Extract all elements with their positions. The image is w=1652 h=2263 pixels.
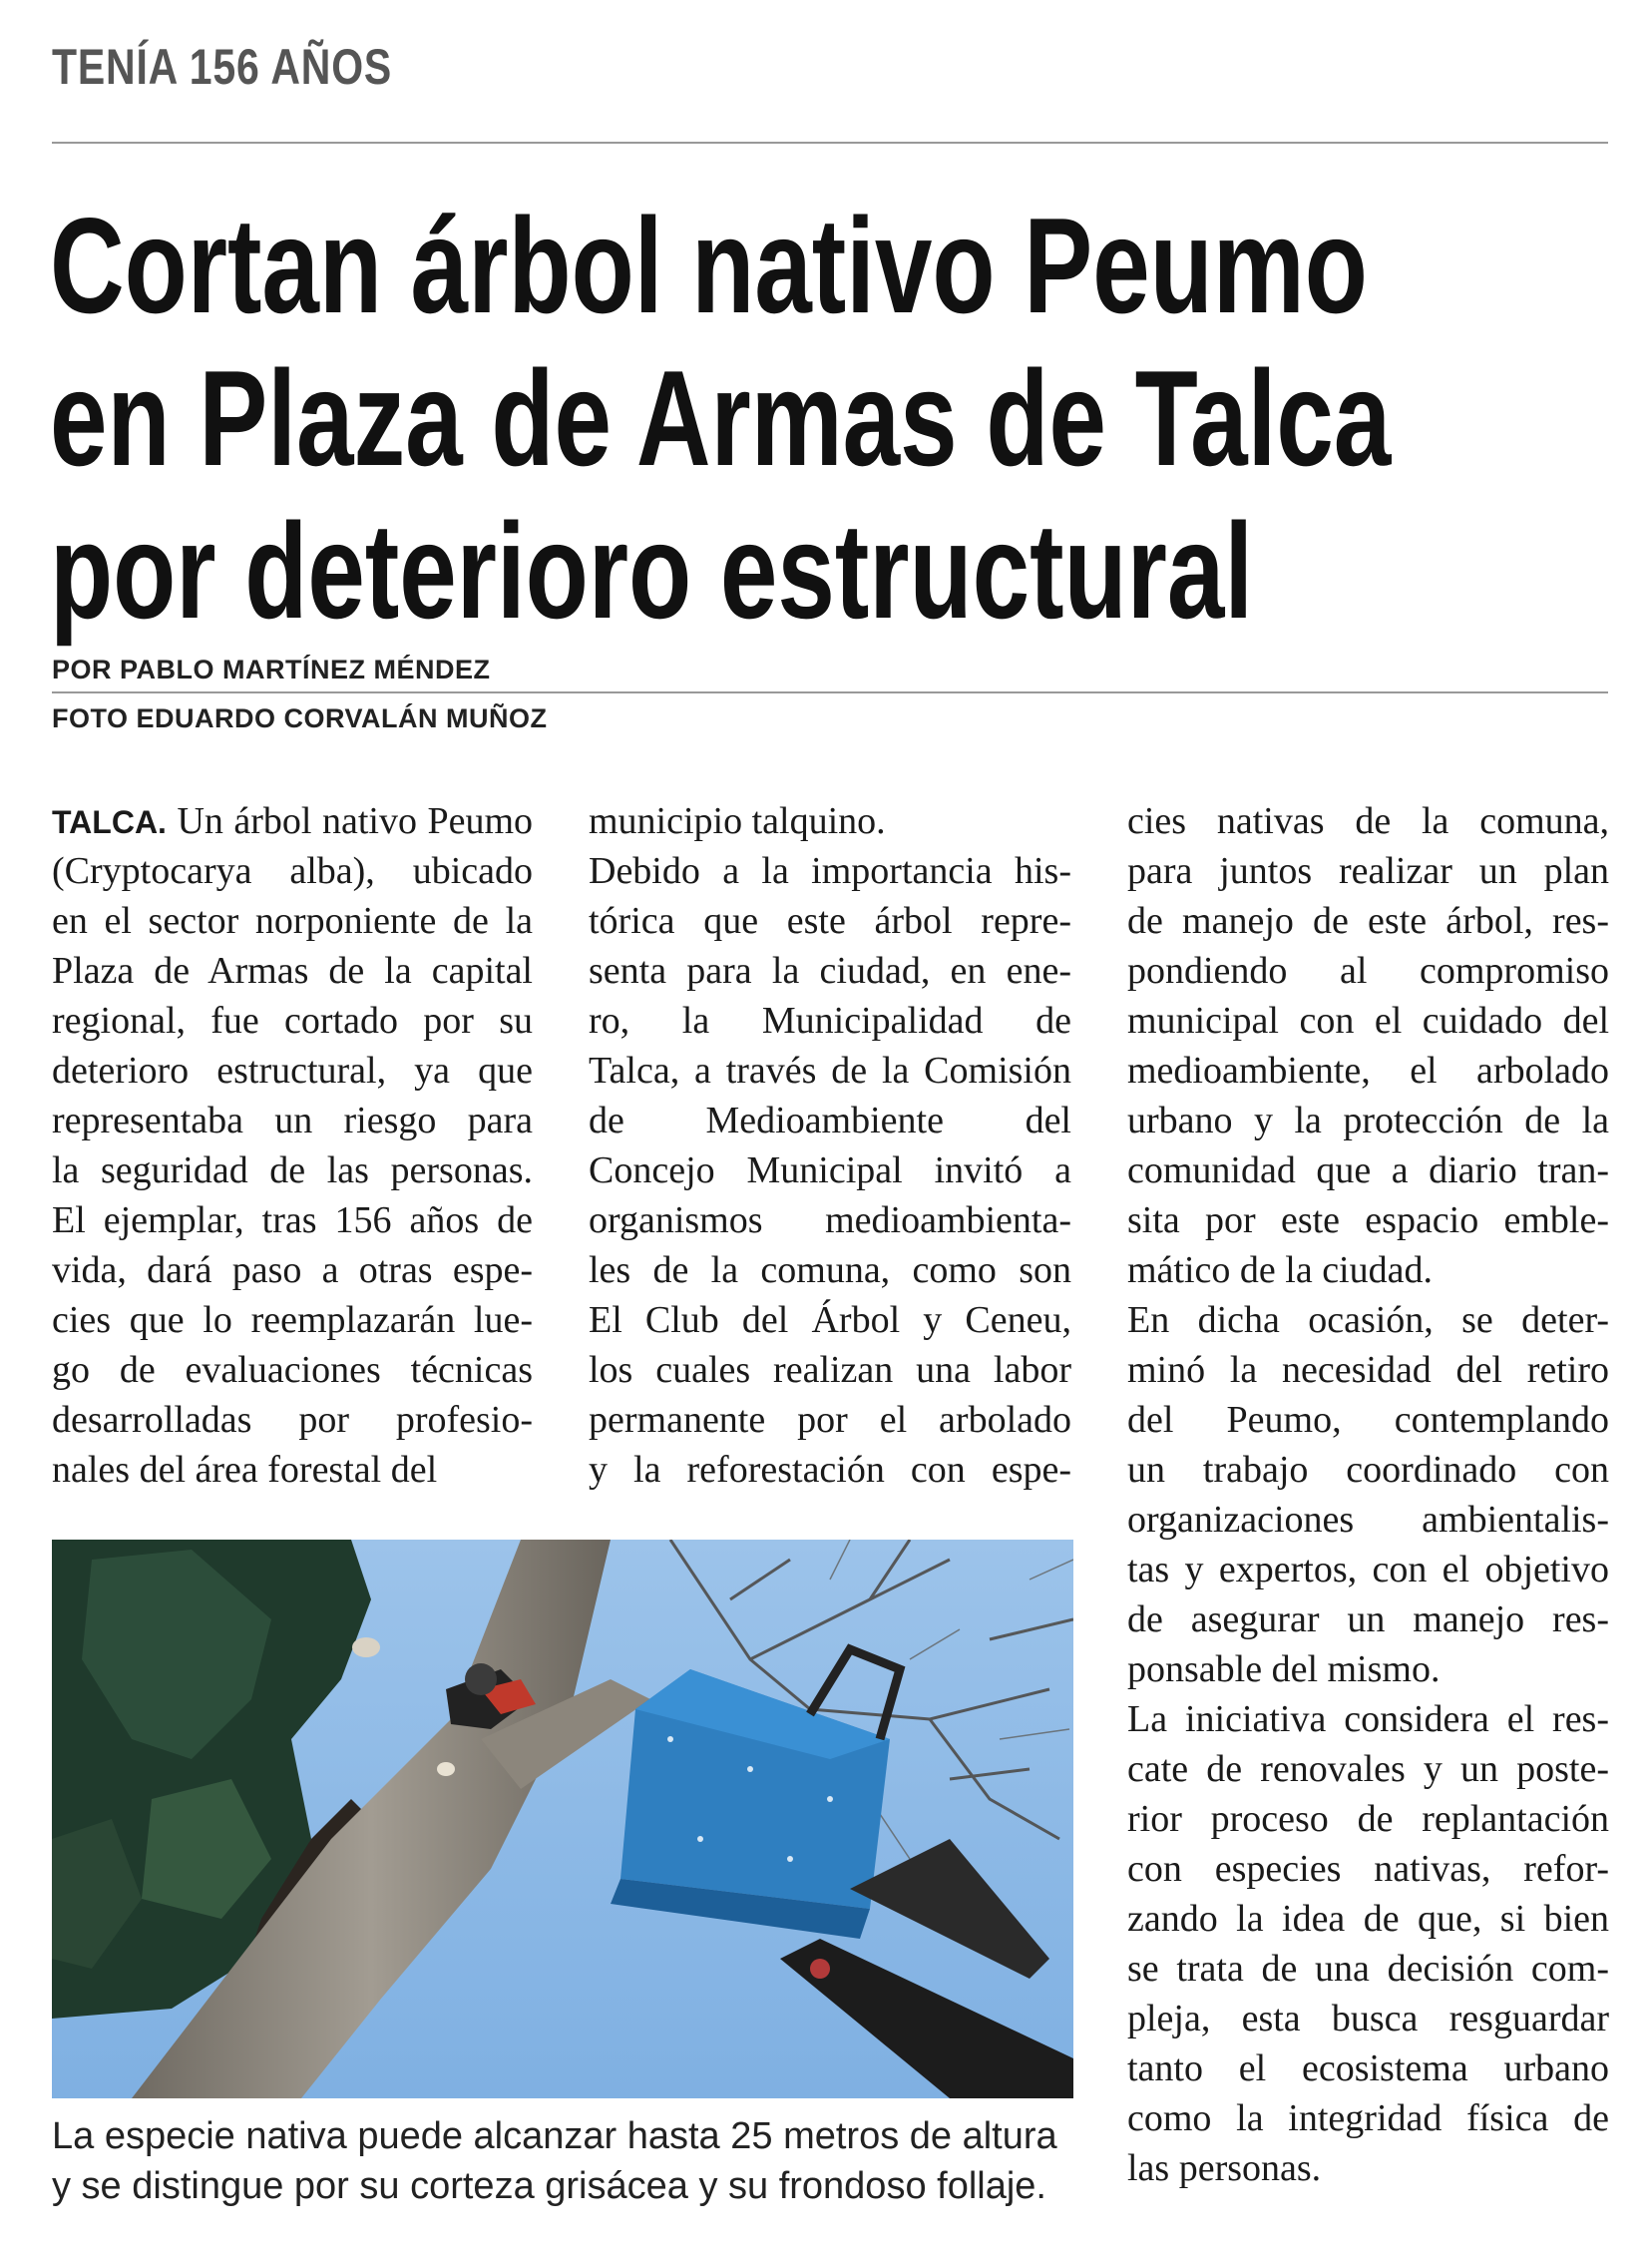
- text-line: les de la comuna, como son: [589, 1249, 1071, 1291]
- text-line: (Cryptocarya alba), ubicado: [52, 850, 533, 892]
- text-line: municipio talquino.: [589, 800, 886, 842]
- byline-divider: [52, 691, 1608, 693]
- text-line: regional, fue cortado por su: [52, 1000, 533, 1042]
- text-line: El Club del Árbol y Ceneu,: [589, 1299, 1071, 1341]
- text-line: La iniciativa considera el res-: [1127, 1698, 1609, 1740]
- text-line: y la reforestación con espe-: [589, 1449, 1071, 1491]
- text-line: con especies nativas, refor-: [1127, 1848, 1609, 1890]
- text-line: los cuales realizan una labor: [589, 1349, 1071, 1391]
- article-column-2: [589, 796, 1071, 1495]
- text-line-rest: Un árbol nativo Peumo: [166, 800, 533, 842]
- text-line: desarrolladas por profesio-: [52, 1399, 533, 1441]
- byline-photo: FOTO EDUARDO CORVALÁN MUÑOZ: [52, 703, 548, 733]
- text-line: de Medioambiente del: [589, 1100, 1071, 1141]
- caption-line: y se distingue por su corteza grisácea y su frondoso follaje.: [52, 2165, 1046, 2207]
- text-line: organizaciones ambientalis-: [1127, 1499, 1609, 1541]
- text-line: medioambiente, el arbolado: [1127, 1050, 1609, 1092]
- text-line: cies nativas de la comuna,: [1127, 800, 1609, 842]
- text-line: Talca, a través de la Comisión: [589, 1050, 1071, 1092]
- photo-caption: [52, 2111, 1089, 2211]
- text-line: minó la necesidad del retiro: [1127, 1349, 1609, 1391]
- text-line: senta para la ciudad, en ene-: [589, 950, 1071, 992]
- headline-line: Cortan árbol nativo Peumo: [50, 190, 1368, 341]
- headline-line: por deterioro estructural: [50, 495, 1254, 647]
- text-line: de manejo de este árbol, res-: [1127, 900, 1609, 942]
- text-line: cate de renovales y un poste-: [1127, 1748, 1609, 1790]
- text-line: ponsable del mismo.: [1127, 1648, 1441, 1690]
- text-line: cies que lo reemplazarán lue-: [52, 1299, 533, 1341]
- text-line: organismos medioambienta-: [589, 1199, 1071, 1241]
- text-line: vida, dará paso a otras espe-: [52, 1249, 533, 1291]
- tree-cutting-photo: [52, 1540, 1073, 2098]
- text-line: la seguridad de las personas.: [52, 1149, 533, 1191]
- text-line: [52, 796, 533, 846]
- text-line: Plaza de Armas de la capital: [52, 950, 533, 992]
- text-line: pondiendo al compromiso: [1127, 950, 1609, 992]
- text-line: nales del área forestal del: [52, 1449, 438, 1491]
- text-line: las personas.: [1127, 2147, 1322, 2189]
- text-line: tas y expertos, con el objetivo: [1127, 1549, 1609, 1590]
- text-line: deterioro estructural, ya que: [52, 1050, 533, 1092]
- text-line: zando la idea de que, si bien: [1127, 1898, 1609, 1940]
- text-line: rior proceso de replantación: [1127, 1798, 1609, 1840]
- text-line: sita por este espacio emble-: [1127, 1199, 1609, 1241]
- text-line: pleja, esta busca resguardar: [1127, 1998, 1609, 2039]
- text-line: El ejemplar, tras 156 años de: [52, 1199, 533, 1241]
- text-line: municipal con el cuidado del: [1127, 1000, 1609, 1042]
- text-line: mático de la ciudad.: [1127, 1249, 1433, 1291]
- caption-line: La especie nativa puede alcanzar hasta 25 metros de altura: [52, 2115, 1057, 2157]
- article-column-1: [52, 796, 533, 1495]
- text-line: para juntos realizar un plan: [1127, 850, 1609, 892]
- text-line: un trabajo coordinado con: [1127, 1449, 1609, 1491]
- text-line: urbano y la protección de la: [1127, 1100, 1609, 1141]
- headline: [50, 190, 1430, 648]
- byline-author: POR PABLO MARTÍNEZ MÉNDEZ: [52, 655, 491, 684]
- text-line: de asegurar un manejo res-: [1127, 1598, 1609, 1640]
- article-photo: [52, 1540, 1073, 2098]
- article-column-3: [1127, 796, 1609, 2193]
- text-line: del Peumo, contemplando: [1127, 1399, 1609, 1441]
- text-line: comunidad que a diario tran-: [1127, 1149, 1609, 1191]
- text-line: En dicha ocasión, se deter-: [1127, 1299, 1609, 1341]
- text-line: se trata de una decisión com-: [1127, 1948, 1609, 1990]
- text-line: go de evaluaciones técnicas: [52, 1349, 533, 1391]
- kicker: TENÍA 156 AÑOS: [52, 39, 393, 95]
- text-line: tanto el ecosistema urbano: [1127, 2047, 1609, 2089]
- dateline: TALCA.: [52, 804, 167, 840]
- text-line: representaba un riesgo para: [52, 1100, 533, 1141]
- top-divider: [52, 142, 1608, 144]
- text-line: en el sector norponiente de la: [52, 900, 533, 942]
- text-line: ro, la Municipalidad de: [589, 1000, 1071, 1042]
- text-line: Concejo Municipal invitó a: [589, 1149, 1071, 1191]
- text-line: como la integridad física de: [1127, 2097, 1609, 2139]
- text-line: tórica que este árbol repre-: [589, 900, 1071, 942]
- headline-line: en Plaza de Armas de Talca: [50, 342, 1392, 494]
- text-line: Debido a la importancia his-: [589, 850, 1071, 892]
- text-line: permanente por el arbolado: [589, 1399, 1071, 1441]
